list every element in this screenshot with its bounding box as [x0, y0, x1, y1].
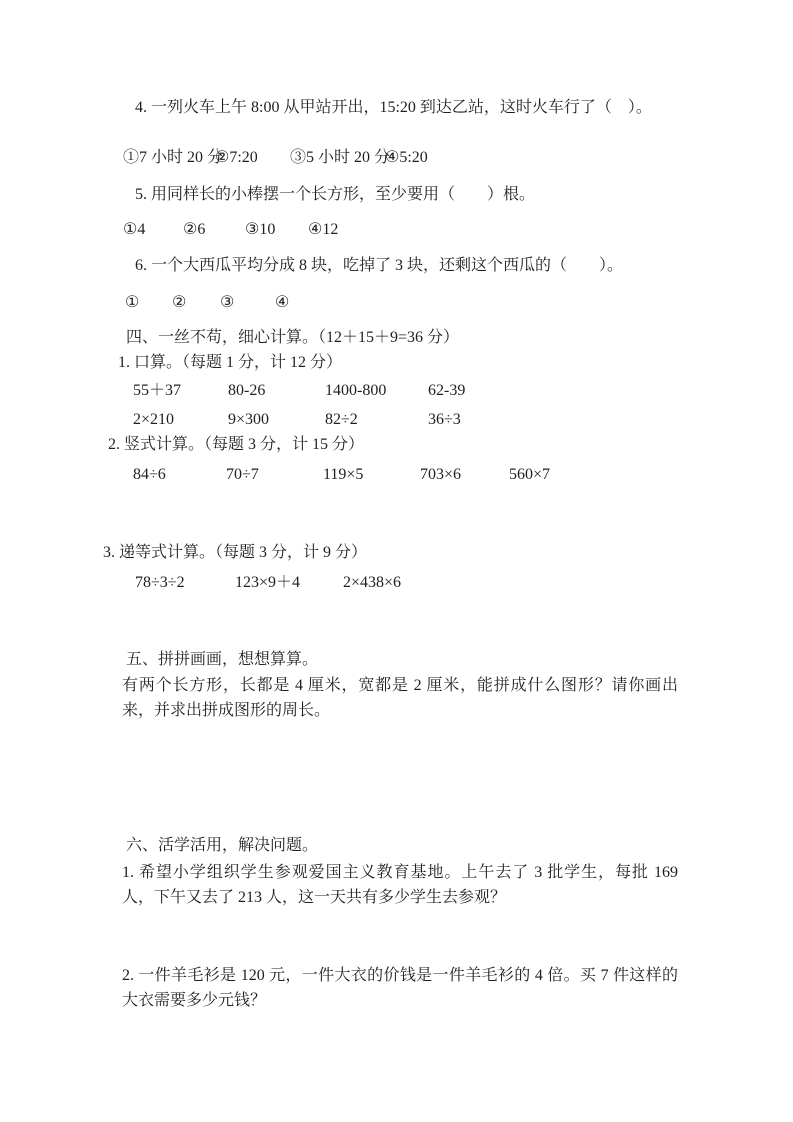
question-4-option-3: ③5 小时 20 分	[290, 149, 391, 166]
oral-problem: 82÷2	[325, 411, 358, 428]
oral-calc-row-2	[133, 409, 461, 431]
oral-problem: 1400-800	[325, 382, 387, 399]
oral-problem: 80-26	[228, 382, 266, 399]
stepwise-problem: 2×438×6	[343, 574, 402, 591]
section-five-heading: 五、拼拼画画，想想算算。	[126, 651, 319, 668]
oral-calc-row-1	[133, 380, 465, 402]
vertical-problem: 84÷6	[133, 466, 166, 483]
section-six-heading: 六、活学活用，解决问题。	[126, 837, 319, 854]
section-six-problem-2: 2. 一件羊毛衫是 120 元，一件大衣的价钱是一件羊毛衫的 4 倍。买 7 件这样的大衣需要多少元钱？	[122, 967, 678, 1009]
oral-problem: 36÷3	[428, 411, 461, 428]
question-5-option-1: ①4	[123, 221, 146, 238]
vertical-problem: 119×5	[323, 466, 364, 483]
question-4-text: 4. 一列火车上午 8:00 从甲站开出，15:20 到达乙站，这时火车行了（ ）。	[135, 99, 652, 116]
oral-calc-title: 1. 口算。（每题 1 分，计 12 分）	[118, 354, 343, 371]
question-6-options	[125, 292, 289, 314]
question-6-option-4: ④	[275, 294, 290, 311]
question-5-text: 5. 用同样长的小棒摆一个长方形，至少要用（ ）根。	[135, 186, 536, 203]
oral-problem: 2×210	[133, 411, 175, 428]
question-5-option-2: ②6	[183, 221, 206, 238]
stepwise-problem: 78÷3÷2	[135, 574, 185, 591]
question-4-option-4: ④5:20	[385, 149, 428, 166]
question-4-option-2: ②7:20	[215, 149, 258, 166]
vertical-calc-title: 2. 竖式计算。（每题 3 分，计 15 分）	[108, 436, 365, 453]
section-six-problem-1: 1. 希望小学组织学生参观爱国主义教育基地。上午去了 3 批学生，每批 169 人，下午又去了 213 人，这一天共有多少学生去参观？	[122, 864, 678, 906]
question-5-option-3: ③10	[245, 221, 276, 238]
vertical-problem: 703×6	[420, 466, 462, 483]
oral-problem: 9×300	[228, 411, 270, 428]
question-6-option-2: ②	[172, 294, 187, 311]
section-four-heading: 四、一丝不苟，细心计算。（12＋15＋9=36 分）	[126, 329, 460, 346]
question-6-option-1: ①	[125, 294, 140, 311]
oral-problem: 55＋37	[133, 382, 182, 399]
stepwise-problem: 123×9＋4	[235, 574, 301, 591]
question-5-options	[123, 219, 338, 241]
section-five-body: 有两个长方形，长都是 4 厘米，宽都是 2 厘米，能拼成什么图形？请你画出来，并求出拼成图形的周长。	[122, 677, 678, 719]
stepwise-calc-row	[135, 572, 401, 594]
vertical-problem: 560×7	[509, 466, 551, 483]
question-4-options	[123, 147, 428, 169]
question-6-text: 6. 一个大西瓜平均分成 8 块，吃掉了 3 块，还剩这个西瓜的（ ）。	[135, 257, 624, 274]
vertical-problem: 70÷7	[226, 466, 259, 483]
question-4-option-1: ①7 小时 20 分	[123, 149, 224, 166]
question-5-option-4: ④12	[308, 221, 339, 238]
oral-problem: 62-39	[428, 382, 466, 399]
stepwise-calc-title: 3. 递等式计算。（每题 3 分，计 9 分）	[103, 544, 368, 561]
vertical-calc-row	[133, 464, 550, 486]
question-6-option-3: ③	[220, 294, 235, 311]
